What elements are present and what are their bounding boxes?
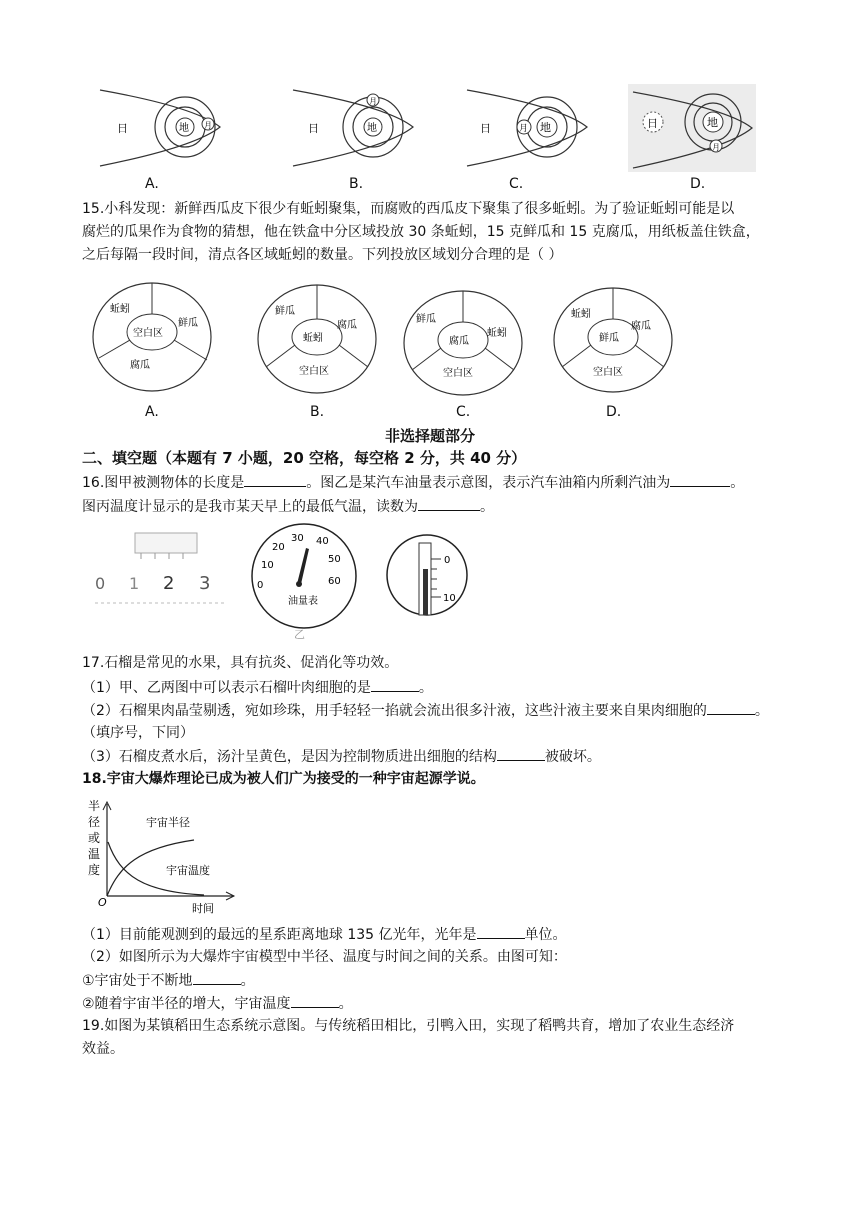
moon-label: 月 — [369, 97, 377, 106]
svg-text:0: 0 — [257, 580, 264, 591]
earth-label: 地 — [707, 116, 718, 129]
gauge-caption: 乙 — [294, 628, 305, 640]
thermometer — [386, 531, 468, 619]
svg-text:0: 0 — [444, 555, 451, 566]
q18-line-1: 18.宇宙大爆炸理论已成为被人们广为接受的一种宇宙起源学说。 — [82, 771, 485, 787]
svg-text:腐瓜: 腐瓜 — [449, 336, 469, 347]
option-d: D. — [606, 404, 622, 420]
answer-blank[interactable] — [670, 470, 730, 487]
answer-blank[interactable] — [497, 744, 545, 761]
q16-line-1: 16.图甲被测物体的长度是 。图乙是某汽车油量表示意图，表示汽车油箱内所剩汽油为 。 — [82, 470, 744, 495]
svg-text:或: 或 — [88, 831, 101, 845]
q17-line-2: （1）甲、乙两图中可以表示石榴叶肉细胞的是 。 — [82, 675, 433, 700]
moon-label: 月 — [712, 143, 720, 152]
svg-text:鲜瓜: 鲜瓜 — [599, 333, 619, 344]
svg-text:时间: 时间 — [192, 902, 214, 915]
svg-text:1: 1 — [129, 574, 140, 593]
svg-text:温: 温 — [88, 847, 101, 861]
svg-text:鲜瓜: 鲜瓜 — [178, 318, 198, 329]
svg-text:20: 20 — [272, 542, 285, 553]
sun-label: 日 — [308, 122, 319, 135]
svg-text:度: 度 — [88, 863, 101, 877]
option-d: D. — [690, 176, 706, 192]
region-diagram-b — [255, 282, 380, 397]
option-b: B. — [349, 176, 364, 192]
q15-line-1: 15.小科发现：新鲜西瓜皮下很少有蚯蚓聚集，而腐败的西瓜皮下聚集了很多蚯蚓。为了验证蚯蚓可能是以 — [82, 201, 735, 217]
svg-text:蚯蚓: 蚯蚓 — [571, 309, 591, 320]
answer-blank[interactable] — [244, 470, 306, 487]
region-diagram-a — [90, 280, 215, 395]
q17-line-1: 17.石榴是常见的水果，具有抗炎、促消化等功效。 — [82, 655, 399, 671]
earth-label: 地 — [540, 121, 551, 134]
orbit-diagram-a — [95, 82, 225, 172]
universe-graph — [84, 796, 244, 916]
moon-label: 月 — [204, 121, 212, 130]
q19-line-2: 效益。 — [82, 1041, 124, 1057]
temperature-curve-label: 宇宙温度 — [166, 864, 210, 877]
svg-text:径: 径 — [88, 815, 101, 829]
q17-line-5: （3）石榴皮煮水后，汤汁呈黄色，是因为控制物质进出细胞的结构 被破坏。 — [82, 744, 601, 769]
option-a: A. — [145, 176, 159, 192]
svg-text:腐瓜: 腐瓜 — [130, 360, 150, 371]
svg-text:30: 30 — [291, 533, 304, 544]
q15-line-3: 之后每隔一段时间，清点各区域蚯蚓的数量。下列投放区域划分合理的是（ ） — [82, 247, 563, 263]
earth-label: 地 — [367, 123, 377, 134]
svg-text:3: 3 — [199, 573, 211, 594]
orbit-diagram-c — [462, 82, 592, 172]
radius-curve-label: 宇宙半径 — [146, 816, 190, 829]
earth-label: 地 — [179, 123, 189, 134]
answer-blank[interactable] — [371, 675, 419, 692]
svg-text:腐瓜: 腐瓜 — [337, 320, 357, 331]
answer-blank[interactable] — [707, 698, 755, 715]
region-diagram-c — [401, 288, 526, 400]
q18-line-5: ②随着宇宙半径的增大，宇宙温度 。 — [82, 991, 353, 1016]
nonchoice-heading: 非选择题部分 — [385, 427, 476, 445]
orbit-diagram-b — [288, 82, 418, 172]
svg-text:10: 10 — [443, 593, 456, 604]
svg-text:蚯蚓: 蚯蚓 — [487, 328, 507, 339]
q19-line-1: 19.如图为某镇稻田生态系统示意图。与传统稻田相比，引鸭入田，实现了稻鸭共育，增加了农业生态经济 — [82, 1018, 735, 1034]
svg-text:蚯蚓: 蚯蚓 — [110, 304, 130, 315]
svg-text:10: 10 — [261, 560, 274, 571]
svg-text:蚯蚓: 蚯蚓 — [303, 333, 323, 344]
option-c: C. — [509, 176, 524, 192]
fuel-gauge — [248, 522, 360, 640]
sun-label: 日 — [117, 122, 128, 135]
gauge-label: 油量表 — [288, 596, 318, 607]
orbit-diagram-d — [628, 84, 756, 172]
svg-text:O: O — [98, 896, 107, 909]
svg-text:2: 2 — [163, 573, 175, 594]
q17-line-3: （2）石榴果肉晶莹剔透，宛如珍珠，用手轻轻一掐就会流出很多汁液，这些汁液主要来自果肉细胞的 。 — [82, 698, 769, 723]
answer-blank[interactable] — [418, 494, 480, 511]
svg-text:空白区: 空白区 — [443, 368, 473, 379]
q18-line-4: ①宇宙处于不断地 。 — [82, 968, 255, 993]
answer-blank[interactable] — [291, 991, 339, 1008]
option-a: A. — [145, 404, 159, 420]
q16-line-2: 图丙温度计显示的是我市某天早上的最低气温，读数为 。 — [82, 494, 494, 519]
svg-text:50: 50 — [328, 554, 341, 565]
svg-text:半: 半 — [88, 799, 101, 813]
sun-label: 日 — [647, 117, 658, 130]
option-c: C. — [456, 404, 471, 420]
q17-line-4: （填序号，下同） — [82, 725, 194, 741]
moon-label: 月 — [519, 124, 529, 134]
svg-text:空白区: 空白区 — [593, 367, 623, 378]
svg-text:鲜瓜: 鲜瓜 — [416, 314, 436, 325]
svg-text:鲜瓜: 鲜瓜 — [275, 306, 295, 317]
svg-text:0: 0 — [95, 574, 106, 593]
region-diagram-d — [551, 285, 676, 397]
svg-text:空白区: 空白区 — [133, 328, 163, 339]
ruler-figure — [95, 525, 230, 615]
q15-line-2: 腐烂的瓜果作为食物的猜想，他在铁盒中分区域投放 30 条蚯蚓，15 克鲜瓜和 15 克腐瓜，用纸板盖住铁盒， — [82, 224, 760, 240]
sun-label: 日 — [480, 122, 491, 135]
answer-blank[interactable] — [193, 968, 241, 985]
svg-text:空白区: 空白区 — [299, 366, 329, 377]
svg-text:40: 40 — [316, 536, 329, 547]
q18-line-2: （1）目前能观测到的最远的星系距离地球 135 亿光年，光年是 单位。 — [82, 922, 567, 947]
svg-text:60: 60 — [328, 576, 341, 587]
answer-blank[interactable] — [477, 922, 525, 939]
option-b: B. — [310, 404, 325, 420]
svg-text:腐瓜: 腐瓜 — [631, 321, 651, 332]
q18-line-3: （2）如图所示为大爆炸宇宙模型中半径、温度与时间之间的关系。由图可知： — [82, 949, 567, 965]
section-title: 二、填空题（本题有 7 小题，20 空格，每空格 2 分，共 40 分） — [82, 449, 527, 467]
